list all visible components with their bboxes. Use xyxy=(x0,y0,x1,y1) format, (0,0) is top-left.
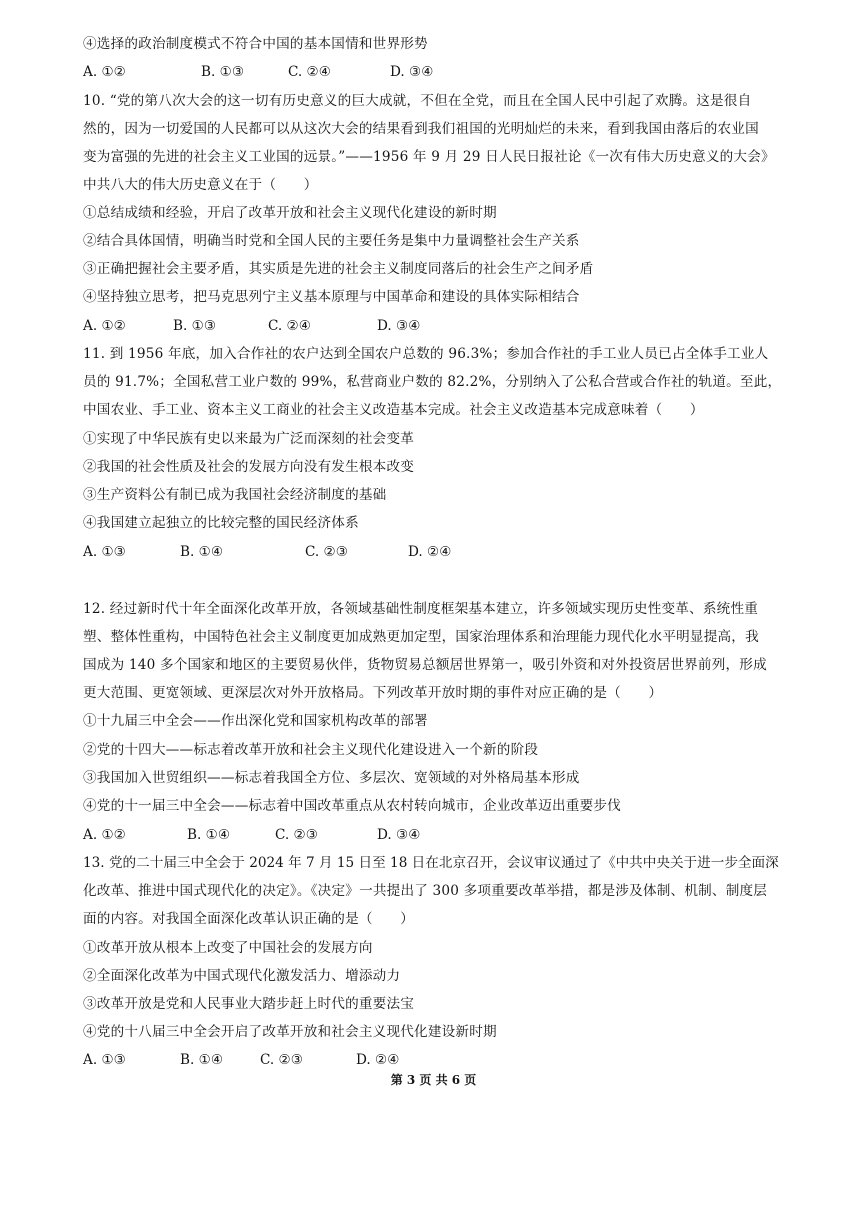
q10-stem-line-1: 10. “党的第八次大会的这一切有历史意义的巨大成就，不但在全党，而且在全国人民中引起了欢腾。这是很自 xyxy=(83,93,752,109)
q9-statement-4: ④选择的政治制度模式不符合中国的基本国情和世界形势 xyxy=(83,36,428,52)
q9-option-c: C. ②④ xyxy=(288,64,331,80)
q11-stem-line-3: 中国农业、手工业、资本主义工商业的社会主义改造基本完成。社会主义改造基本完成意味着（ ） xyxy=(83,402,704,418)
q10-option-c: C. ②④ xyxy=(268,318,311,334)
q13-stem-line-1: 13. 党的二十届三中全会于 2024 年 7 月 15 日至 18 日在北京召开，会议审议通过了《中共中央关于进一步全面深 xyxy=(83,855,779,871)
q13-option-b: B. ①④ xyxy=(180,1052,224,1068)
q12-option-a: A. ①② xyxy=(83,827,126,843)
q13-option-c: C. ②③ xyxy=(260,1052,303,1068)
q10-option-a: A. ①② xyxy=(83,318,126,334)
q11-statement-1: ①实现了中华民族有史以来最为广泛而深刻的社会变革 xyxy=(83,431,415,447)
q10-option-b: B. ①③ xyxy=(173,318,217,334)
q11-statement-3: ③生产资料公有制已成为我国社会经济制度的基础 xyxy=(83,487,387,503)
q11-stem-line-2: 员的 91.7%；全国私营工业户数的 99%，私营商业户数的 82.2%，分别纳入了公私合营或合作社的轨道。至此， xyxy=(83,374,782,390)
q13-option-d: D. ②④ xyxy=(356,1052,400,1068)
q12-option-b: B. ①④ xyxy=(187,827,231,843)
q12-statement-4: ④党的十一届三中全会——标志着中国改革重点从农村转向城市，企业改革迈出重要步伐 xyxy=(83,798,621,814)
q11-statement-2: ②我国的社会性质及社会的发展方向没有发生根本改变 xyxy=(83,459,415,475)
q12-statement-3: ③我国加入世贸组织——标志着我国全方位、多层次、宽领域的对外格局基本形成 xyxy=(83,770,580,786)
q10-statement-2: ②结合具体国情，明确当时党和全国人民的主要任务是集中力量调整社会生产关系 xyxy=(83,233,580,249)
q10-stem-line-3: 变为富强的先进的社会主义工业国的远景。”——1956 年 9 月 29 日人民日报社论《一次有伟大历史意义的大会》 xyxy=(83,149,775,165)
q12-stem-line-4: 更大范围、更宽领域、更深层次对外开放格局。下列改革开放时期的事件对应正确的是（ ） xyxy=(83,685,663,701)
q10-statement-4: ④坚持独立思考，把马克思列宁主义基本原理与中国革命和建设的具体实际相结合 xyxy=(83,289,580,305)
q10-statement-3: ③正确把握社会主要矛盾，其实质是先进的社会主义制度同落后的社会生产之间矛盾 xyxy=(83,261,594,277)
q12-statement-1: ①十九届三中全会——作出深化党和国家机构改革的部署 xyxy=(83,713,428,729)
q9-option-d: D. ③④ xyxy=(390,64,434,80)
q9-option-a: A. ①② xyxy=(83,64,126,80)
q12-option-d: D. ③④ xyxy=(377,827,421,843)
q11-option-d: D. ②④ xyxy=(408,544,452,560)
q13-statement-2: ②全面深化改革为中国式现代化激发活力、增添动力 xyxy=(83,968,401,984)
q12-option-c: C. ②③ xyxy=(275,827,318,843)
q11-option-b: B. ①④ xyxy=(180,544,224,560)
q10-statement-1: ①总结成绩和经验，开启了改革开放和社会主义现代化建设的新时期 xyxy=(83,205,497,221)
q10-option-d: D. ③④ xyxy=(377,318,421,334)
q12-stem-line-1: 12. 经过新时代十年全面深化改革开放，各领域基础性制度框架基本建立，许多领域实现历史性变革、系统性重 xyxy=(83,601,759,617)
q13-statement-1: ①改革开放从根本上改变了中国社会的发展方向 xyxy=(83,940,373,956)
q10-question: 中共八大的伟大历史意义在于（ ） xyxy=(83,177,318,193)
q11-stem-line-1: 11. 到 1956 年底，加入合作社的农户达到全国农户总数的 96.3%；参加合作社的手工业人员已占全体手工业人 xyxy=(83,346,769,362)
q12-stem-line-3: 国成为 140 多个国家和地区的主要贸易伙伴，货物贸易总额居世界第一，吸引外资和对外投资居世界前列，形成 xyxy=(83,657,767,673)
q13-stem-line-3: 面的内容。对我国全面深化改革认识正确的是（ ） xyxy=(83,911,415,927)
q11-option-c: C. ②③ xyxy=(305,544,348,560)
page-number-footer: 第 3 页 共 6 页 xyxy=(390,1073,477,1087)
q12-statement-2: ②党的十四大——标志着改革开放和社会主义现代化建设进入一个新的阶段 xyxy=(83,742,539,758)
q13-stem-line-2: 化改革、推进中国式现代化的决定》。《决定》一共提出了 300 多项重要改革举措，都是涉及体制、机制、制度层 xyxy=(83,883,768,899)
q10-stem-line-2: 然的，因为一切爱国的人民都可以从这次大会的结果看到我们祖国的光明灿烂的未来，看到我国由落后的农业国 xyxy=(83,121,759,137)
q13-statement-3: ③改革开放是党和人民事业大踏步赶上时代的重要法宝 xyxy=(83,996,415,1012)
q12-stem-line-2: 塑、整体性重构，中国特色社会主义制度更加成熟更加定型，国家治理体系和治理能力现代化水平明显提高，我 xyxy=(83,629,759,645)
q9-option-b: B. ①③ xyxy=(201,64,245,80)
q11-statement-4: ④我国建立起独立的比较完整的国民经济体系 xyxy=(83,515,359,531)
q11-option-a: A. ①③ xyxy=(83,544,126,560)
q13-option-a: A. ①③ xyxy=(83,1052,126,1068)
q13-statement-4: ④党的十八届三中全会开启了改革开放和社会主义现代化建设新时期 xyxy=(83,1024,497,1040)
